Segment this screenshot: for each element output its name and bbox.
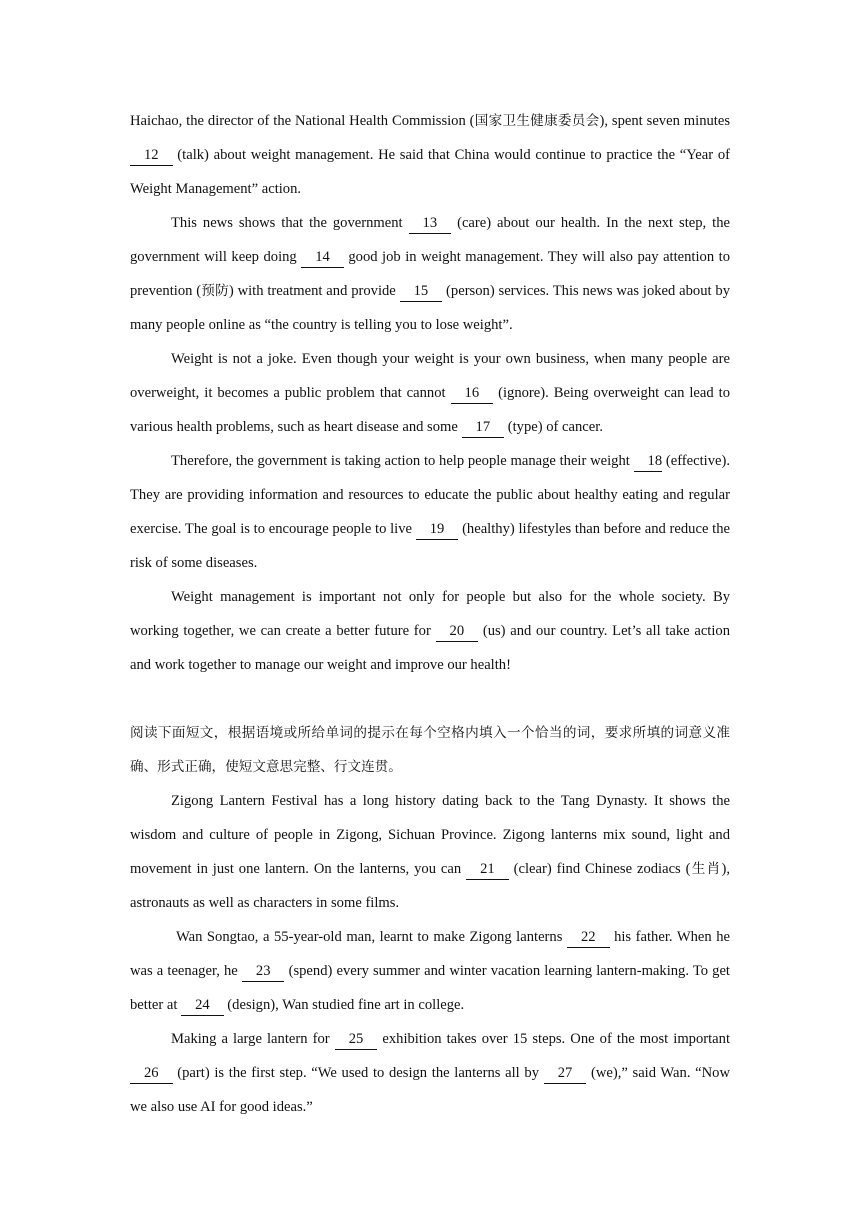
blank-15[interactable]: 15 xyxy=(400,282,443,302)
blank-23[interactable]: 23 xyxy=(242,962,285,982)
blank-21[interactable]: 21 xyxy=(466,860,509,880)
text: Zigong Lantern Festival has a long history dating back to the Tang Dynasty. It shows the wisdom and culture of people in Zigong, Sichuan Province. Zigong lanterns mix sound, light and movement in just one lantern. On the lanterns, you can xyxy=(130,793,730,877)
passage1-paragraph-1 xyxy=(130,104,730,206)
blank-13[interactable]: 13 xyxy=(409,214,452,234)
text: (we),” said Wan. “Now we also use AI for good ideas.” xyxy=(130,1065,730,1115)
text: Wan Songtao, a 55-year-old man, learnt to make Zigong lanterns xyxy=(176,929,567,945)
blank-16[interactable]: 16 xyxy=(451,384,494,404)
blank-22[interactable]: 22 xyxy=(567,928,610,948)
blank-27[interactable]: 27 xyxy=(544,1064,587,1084)
passage2-paragraph-1 xyxy=(130,784,730,920)
blank-19[interactable]: 19 xyxy=(416,520,459,540)
text: good job in weight management. They will also pay attention to prevention ( xyxy=(130,249,730,299)
text: (spend) every summer and winter vacation learning lantern-making. To get better at xyxy=(130,963,730,1013)
text: (care) about our health. In the next step, the government will keep doing xyxy=(130,215,730,265)
blank-26[interactable]: 26 xyxy=(130,1064,173,1084)
text: his father. When he was a teenager, he xyxy=(130,929,730,979)
passage2-paragraph-3 xyxy=(130,1022,730,1124)
text: (person) services. This news was joked about by many people online as “the country is telling you to lose weight”. xyxy=(130,283,731,333)
text: Weight management is important not only for people but also for the whole society. By working together, we can create a better future for xyxy=(130,589,730,639)
passage1-paragraph-3 xyxy=(130,342,730,444)
passage1-paragraph-2 xyxy=(130,206,730,342)
text: (talk) about weight management. He said that China would continue to practice the “Year of Weight Management” action. xyxy=(130,147,730,197)
text: (ignore). Being overweight can lead to various health problems, such as heart disease and some xyxy=(130,385,730,435)
blank-20[interactable]: 20 xyxy=(436,622,479,642)
text: ), astronauts as well as characters in some films. xyxy=(130,861,731,911)
blank-18[interactable]: 18 xyxy=(634,452,663,472)
blank-17[interactable]: 17 xyxy=(462,418,505,438)
blank-25[interactable]: 25 xyxy=(335,1030,378,1050)
text: ) with treatment and provide xyxy=(228,283,400,299)
text: Haichao, the director of the National Health Commission ( xyxy=(130,113,475,129)
text: This news shows that the government xyxy=(171,215,409,231)
text: (effective). They are providing information and resources to educate the public about healthy eating and regular exercise. The goal is to encourage people to live xyxy=(130,453,730,537)
text: exhibition takes over 15 steps. One of the most important xyxy=(377,1031,731,1047)
passage1-paragraph-4 xyxy=(130,444,730,580)
passage2-instructions: 阅读下面短文，根据语境或所给单词的提示在每个空格内填入一个恰当的词，要求所填的词意义准确、形式正确，使短文意思完整、行文连贯。 xyxy=(130,725,730,775)
blank-12[interactable]: 12 xyxy=(130,146,173,166)
chinese-text: 国家卫生健康委员会 xyxy=(474,113,600,129)
document-body xyxy=(130,104,730,1124)
passage2-paragraph-2 xyxy=(130,920,730,1022)
passage1-paragraph-5 xyxy=(130,580,730,682)
text: Weight is not a joke. Even though your weight is your own business, when many people are overweight, it becomes a public problem that cannot xyxy=(130,351,730,401)
text: Therefore, the government is taking action to help people manage their weight xyxy=(171,453,634,469)
text: (type) of cancer. xyxy=(504,419,603,435)
chinese-text: 生肖 xyxy=(690,861,722,877)
text: Making a large lantern for xyxy=(171,1031,335,1047)
text: (healthy) lifestyles than before and reduce the risk of some diseases. xyxy=(130,521,730,571)
text: (part) is the first step. “We used to design the lanterns all by xyxy=(172,1065,544,1081)
section-gap xyxy=(130,682,730,716)
chinese-text: 预防 xyxy=(201,283,229,299)
text: (clear) find Chinese zodiacs ( xyxy=(508,861,691,877)
blank-24[interactable]: 24 xyxy=(181,996,224,1016)
text: ), spent seven minutes xyxy=(599,113,730,129)
text: (design), Wan studied fine art in college. xyxy=(223,997,465,1013)
blank-14[interactable]: 14 xyxy=(301,248,344,268)
text: (us) and our country. Let’s all take action and work together to manage our weight and improve our health! xyxy=(130,623,730,673)
